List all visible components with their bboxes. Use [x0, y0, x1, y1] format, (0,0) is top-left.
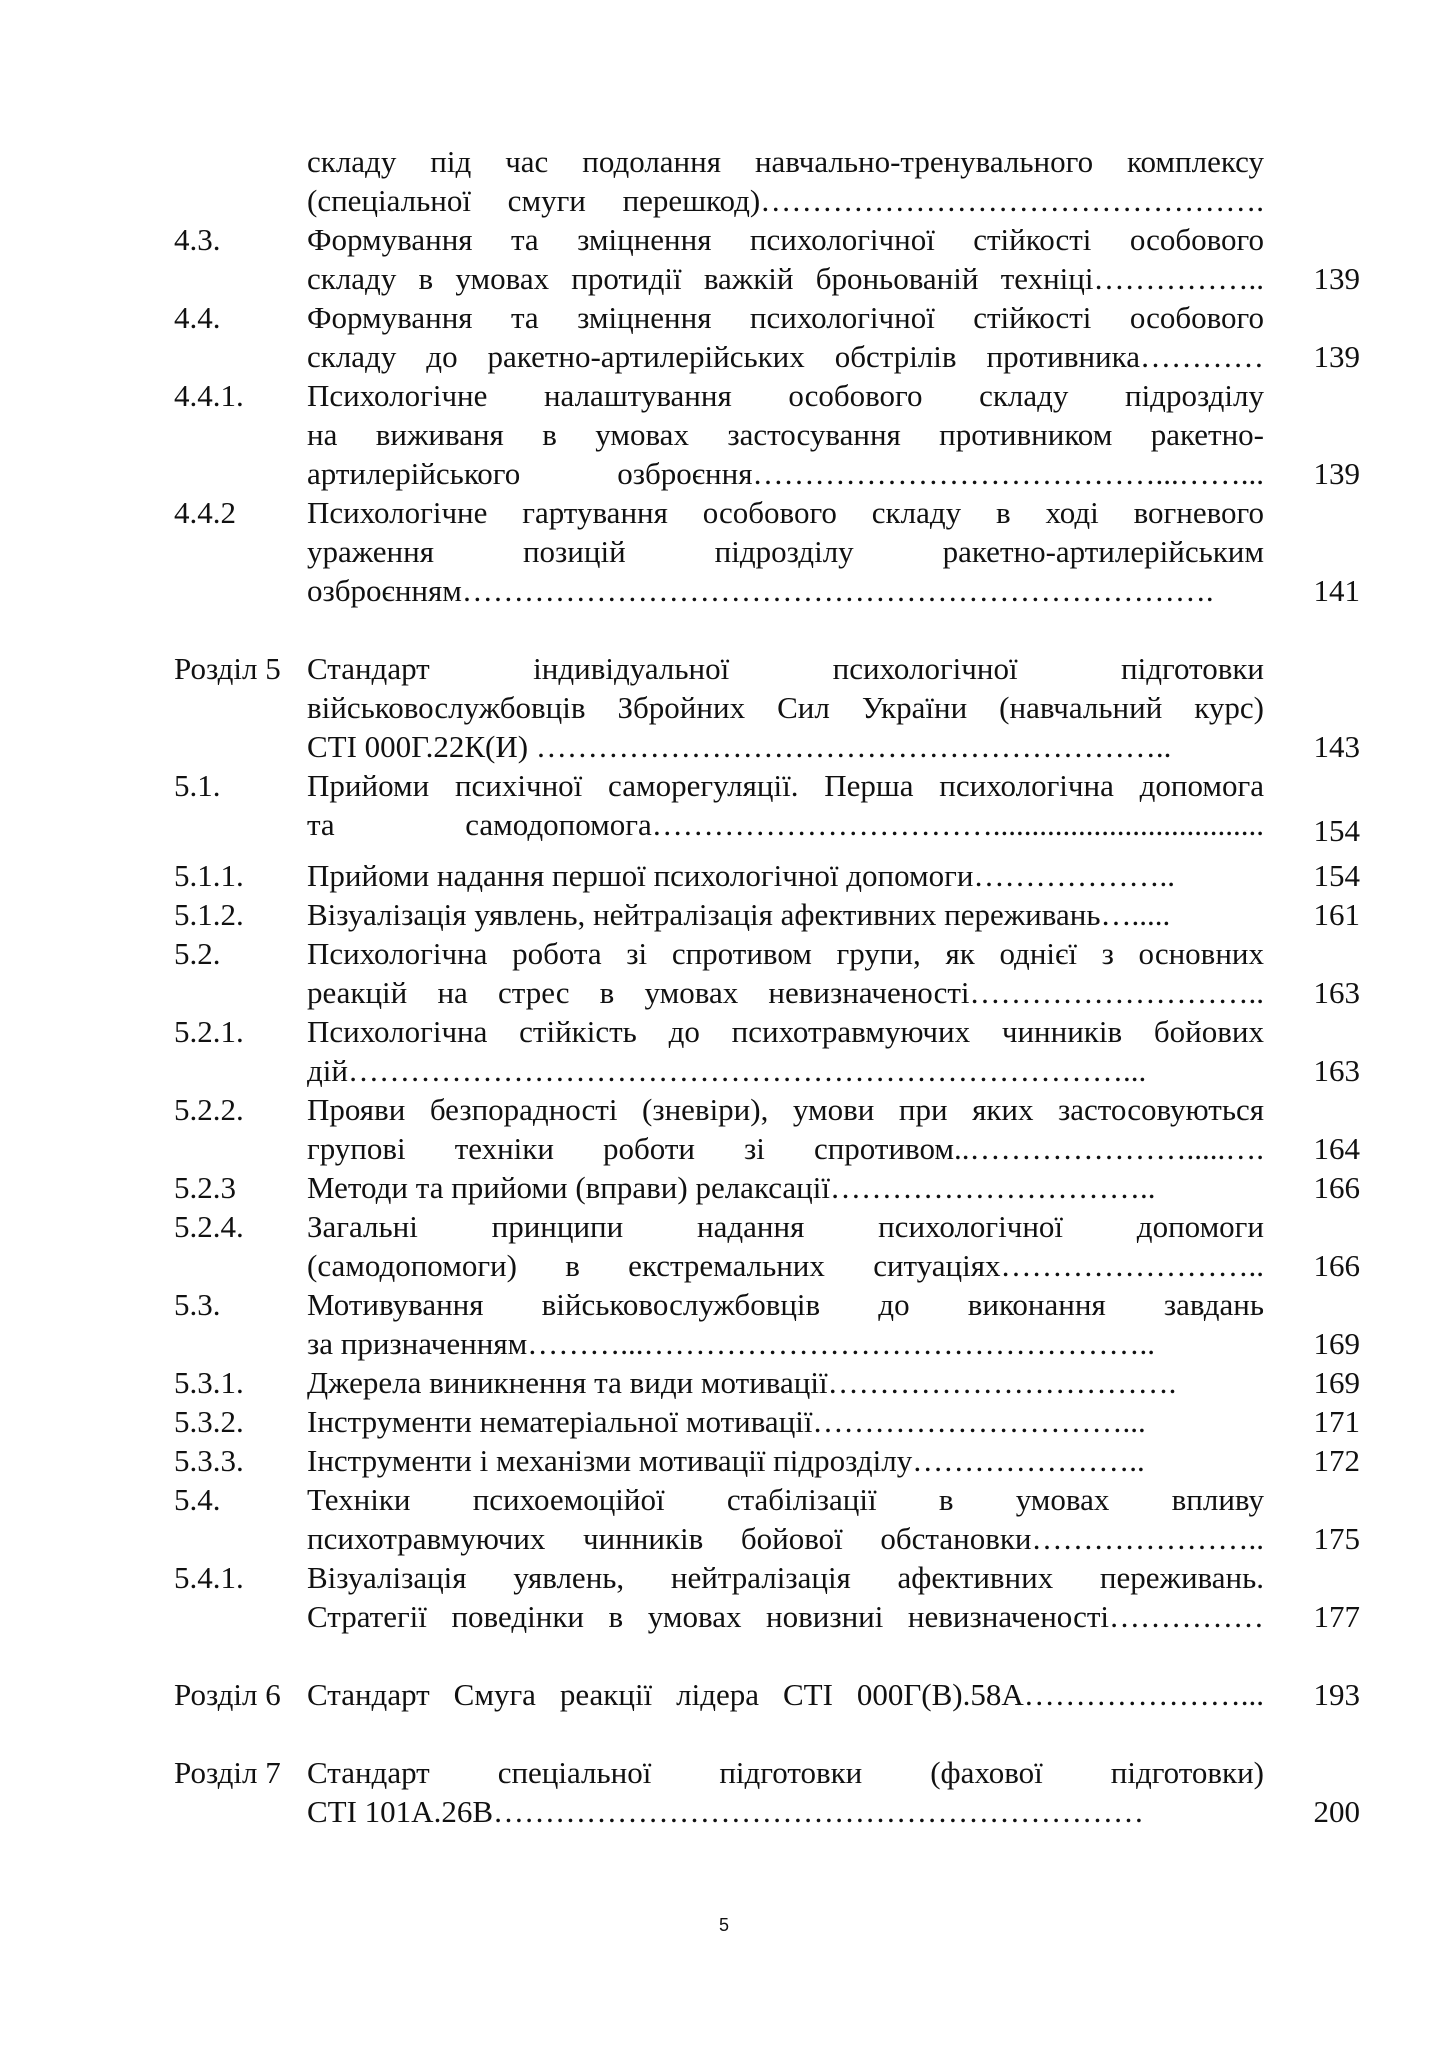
toc-entry-title-line: Інструменти нематеріальної мотивації…………………………... [307, 1404, 1146, 1439]
toc-entry-number: 5.2. [174, 936, 221, 971]
toc-entry-title-line: ураження позицій підрозділу ракетно-артилерійським [307, 534, 1264, 569]
toc-entry[interactable] [174, 766, 1360, 848]
toc-entry-page: 175 [1313, 1521, 1360, 1556]
toc-entry-title-line: Загальні принципи надання психологічної допомоги [307, 1209, 1264, 1244]
toc-entry-title-line: Психологічна робота зі спротивом групи, як однієї з основних [307, 936, 1264, 971]
toc-entry[interactable] [174, 1285, 1360, 1363]
toc-entry-title-line: Прийоми надання першої психологічної допомоги……………….. [307, 858, 1175, 893]
toc-entry-page: 169 [1313, 1365, 1360, 1400]
toc-entry-title-line: Техніки психоемоційої стабілізації в умовах впливу [307, 1482, 1264, 1517]
toc-entry-title-line: Стратегії поведінки в умовах новизниі невизначеності…………… [307, 1599, 1264, 1634]
toc-entry-title-line: реакцій на стрес в умовах невизначеності……………………….. [307, 975, 1264, 1010]
toc-entry-page: 171 [1313, 1404, 1360, 1439]
toc-entry-page: 161 [1313, 897, 1360, 932]
toc-entry-title-line: Психологічна стійкість до психотравмуючих чинників бойових [307, 1014, 1264, 1049]
toc-entry-page: 154 [1313, 813, 1360, 848]
toc-entry-title-line: Прояви безпорадності (зневіри), умови при яких застосовуються [307, 1092, 1264, 1127]
toc-entry-page: 166 [1313, 1248, 1360, 1283]
toc-entry-title-line: (спеціальної смуги перешкод)…………………………………………. [307, 183, 1264, 218]
toc-entry[interactable] [174, 1168, 1360, 1207]
toc-entry[interactable] [174, 1480, 1360, 1558]
toc-entry[interactable] [174, 1753, 1360, 1831]
toc-entry-title-line: групові техніки роботи зі спротивом..………………….....…. [307, 1131, 1264, 1166]
toc-entry[interactable] [174, 1207, 1360, 1285]
toc-entry-title-line: дій…………………………………………………………………... [307, 1053, 1147, 1088]
toc-entry-page: 163 [1313, 975, 1360, 1010]
toc-entry-title-line: Візуалізація уявлень, нейтралізація афективних переживань. [307, 1560, 1264, 1595]
toc-entry-page: 141 [1313, 573, 1360, 608]
toc-entry[interactable] [174, 1558, 1360, 1636]
toc-entry-number: 5.2.3 [174, 1170, 236, 1205]
toc-entry[interactable] [174, 1012, 1360, 1090]
toc-entry-page: 200 [1313, 1794, 1360, 1829]
toc-entry-title-line: на виживаня в умовах застосування противником ракетно- [307, 417, 1264, 452]
toc-entry-title-line: Прийоми психічної саморегуляції. Перша психологічна допомога [307, 768, 1264, 803]
toc-entry-title-line: Стандарт спеціальної підготовки (фахової підготовки) [307, 1755, 1264, 1790]
toc-entry-title-line: СТІ 000Г.22К(И) …………………………………………………….. [307, 729, 1172, 764]
toc-entry-title-line: Формування та зміцнення психологічної стійкості особового [307, 300, 1264, 335]
toc-entry-page: 143 [1313, 729, 1360, 764]
toc-entry-number: 5.1. [174, 768, 221, 803]
toc-entry-title-line: та самодопомога……………………………................................... [307, 807, 1264, 842]
toc-entry-number: 5.3.1. [174, 1365, 244, 1400]
toc-entry-page: 154 [1313, 858, 1360, 893]
toc-entry-page: 166 [1313, 1170, 1360, 1205]
toc-entry-title-line: Стандарт Смуга реакції лідера СТІ 000Г(В).58А…………………... [307, 1677, 1264, 1712]
toc-entry-number: 5.2.2. [174, 1092, 244, 1127]
toc-entry-title-line: складу в умовах протидії важкій броньованій техніці…………….. [307, 261, 1264, 296]
toc-entry-page: 163 [1313, 1053, 1360, 1088]
toc-entry-number: 4.4.1. [174, 378, 244, 413]
toc-entry-page: 172 [1313, 1443, 1360, 1478]
toc-entry-title-line: військовослужбовців Збройних Сил України (навчальний курс) [307, 690, 1264, 725]
toc-entry[interactable] [174, 1675, 1360, 1714]
toc-entry-title-line: Інструменти і механізми мотивації підрозділу………………….. [307, 1443, 1145, 1478]
toc-entry-page: 164 [1313, 1131, 1360, 1166]
toc-entry-page: 177 [1313, 1599, 1360, 1634]
toc-entry-title-line: Психологічне налаштування особового складу підрозділу [307, 378, 1264, 413]
toc-entry-number: 5.4. [174, 1482, 221, 1517]
toc-entry-number: 5.1.1. [174, 858, 244, 893]
toc-entry[interactable] [174, 142, 1360, 220]
toc-entry-title-line: Візуалізація уявлень, нейтралізація афективних переживань…..... [307, 897, 1171, 932]
toc-entry-number: Розділ 7 [174, 1755, 281, 1790]
toc-entry-number: 5.1.2. [174, 897, 244, 932]
toc-entry[interactable] [174, 934, 1360, 1012]
toc-entry[interactable] [174, 856, 1360, 895]
toc-entry-title-line: Стандарт індивідуальної психологічної підготовки [307, 651, 1264, 686]
toc-entry-page: 139 [1313, 456, 1360, 491]
toc-entry-title-line: психотравмуючих чинників бойової обстановки………………….. [307, 1521, 1264, 1556]
toc-entry-number: 5.3. [174, 1287, 221, 1322]
toc-entry-title-line: Методи та прийоми (вправи) релаксації………………………….. [307, 1170, 1156, 1205]
toc-entry-number: 5.3.3. [174, 1443, 244, 1478]
toc-entry[interactable] [174, 376, 1360, 493]
toc-entry-title-line: Формування та зміцнення психологічної стійкості особового [307, 222, 1264, 257]
toc-entry-title-line: озброєнням………………………………………………………………. [307, 573, 1214, 608]
toc-entry-title-line: складу під час подолання навчально-тренувального комплексу [307, 144, 1264, 179]
toc-entry-title-line: артилерійського озброєння…………………………………...……... [307, 456, 1264, 491]
toc-entry[interactable] [174, 1090, 1360, 1168]
toc-entry-title-line: Мотивування військовослужбовців до виконання завдань [307, 1287, 1264, 1322]
toc-entry-title-line: СТІ 101А.26В……………………………………………………… [307, 1794, 1144, 1829]
toc-entry-title-line: (самодопомоги) в екстремальних ситуаціях…………………….. [307, 1248, 1264, 1283]
toc-entry-title-line: за призначенням………...………………………………………….. [307, 1326, 1155, 1361]
toc-entry[interactable] [174, 220, 1360, 298]
toc-entry-page: 193 [1313, 1677, 1360, 1712]
toc-entry-number: Розділ 5 [174, 651, 281, 686]
toc-entry-title-line: складу до ракетно-артилерійських обстрілів противника………… [307, 339, 1264, 374]
toc-entry-number: 5.3.2. [174, 1404, 244, 1439]
toc-entry[interactable] [174, 1441, 1360, 1480]
toc-entry-number: 5.4.1. [174, 1560, 244, 1595]
toc-entry-number: 5.2.1. [174, 1014, 244, 1049]
toc-entry-number: 5.2.4. [174, 1209, 244, 1244]
toc-entry-number: 4.4.2 [174, 495, 236, 530]
toc-entry[interactable] [174, 1363, 1360, 1402]
toc-entry[interactable] [174, 493, 1360, 610]
toc-entry-page: 139 [1313, 261, 1360, 296]
toc-entry-number: Розділ 6 [174, 1677, 281, 1712]
toc-entry[interactable] [174, 649, 1360, 766]
toc-entry-number: 4.4. [174, 300, 221, 335]
page-number: 5 [718, 1915, 729, 1935]
toc-entry-title-line: Джерела виникнення та види мотивації……………………………. [307, 1365, 1177, 1400]
toc-entry-page: 169 [1313, 1326, 1360, 1361]
toc-entry-number: 4.3. [174, 222, 221, 257]
toc-entry-page: 139 [1313, 339, 1360, 374]
toc-entry-title-line: Психологічне гартування особового складу в ході вогневого [307, 495, 1264, 530]
toc-entry[interactable] [174, 895, 1360, 934]
toc-entry[interactable] [174, 1402, 1360, 1441]
toc-entry[interactable] [174, 298, 1360, 376]
